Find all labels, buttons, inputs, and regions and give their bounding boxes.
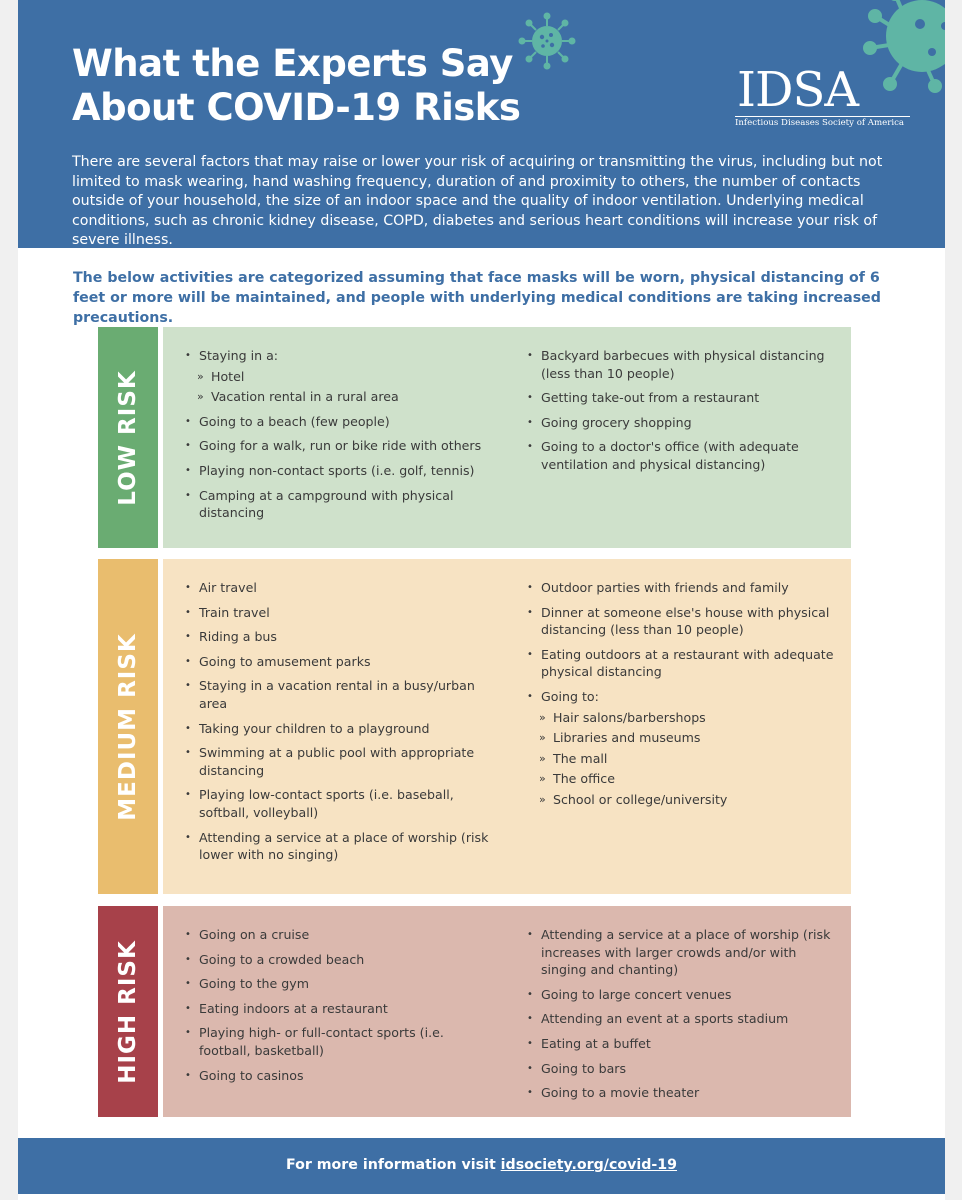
- low-risk-label: LOW RISK: [115, 369, 141, 506]
- low-risk-left-column: [183, 347, 493, 529]
- list-item: • Going to amusement parks: [183, 653, 493, 671]
- virus-icon: [518, 12, 576, 70]
- medium-risk-label: MEDIUM RISK: [115, 632, 141, 821]
- footer-link[interactable]: idsociety.org/covid-19: [500, 1157, 678, 1173]
- footer-text: [18, 1157, 945, 1173]
- medium-risk-tab: [98, 559, 158, 894]
- sub-list-item: » The mall: [525, 750, 835, 768]
- sub-list-item: » Hair salons/barbershops: [525, 709, 835, 727]
- list-item: • Staying in a:: [183, 347, 493, 365]
- footer-banner: [18, 1138, 945, 1194]
- high-risk-body: [163, 906, 851, 1117]
- list-item: • Air travel: [183, 579, 493, 597]
- idsa-logo: [735, 64, 905, 130]
- title-line-2: About COVID-19 Risks: [72, 86, 521, 129]
- intro-paragraph: There are several factors that may raise or lower your risk of acquiring or transmitting the virus, including but not limited to mask wearing, hand washing frequency, duration of and proximity to others, the number of contacts outside of your household, the size of an indoor space and the quality of indoor ventilation. Underlying medical conditions, such as chronic kidney disease, COPD, diabetes and serious heart conditions will increase your risk of severe illness.: [72, 154, 883, 248]
- list-item: • Attending an event at a sports stadium: [525, 1010, 835, 1028]
- list-item: • Going to the gym: [183, 975, 493, 993]
- list-item: • Swimming at a public pool with appropriate distancing: [183, 744, 493, 779]
- list-item: • Backyard barbecues with physical distancing (less than 10 people): [525, 347, 835, 382]
- page-title: [72, 42, 592, 130]
- medium-risk-body: [163, 559, 851, 894]
- sub-list-item: » School or college/university: [525, 791, 835, 809]
- high-risk-section: [98, 906, 851, 1117]
- list-item: • Taking your children to a playground: [183, 720, 493, 738]
- low-risk-section: [98, 327, 851, 548]
- footer-prefix: For more information visit: [285, 1157, 501, 1173]
- infographic-page: [18, 0, 945, 1200]
- list-item: • Staying in a vacation rental in a busy/urban area: [183, 677, 493, 712]
- high-risk-left-column: [183, 926, 493, 1091]
- assumptions-subheading: The below activities are categorized assuming that face masks will be worn, physical distancing of 6 feet or more will be maintained, and people with underlying medical conditions are taking increased precautions.: [73, 270, 881, 326]
- sub-list-item: » Hotel: [183, 368, 493, 386]
- list-item: • Dinner at someone else's house with physical distancing (less than 10 people): [525, 604, 835, 639]
- sub-list-item: » Vacation rental in a rural area: [183, 388, 493, 406]
- list-item: • Playing non-contact sports (i.e. golf, tennis): [183, 462, 493, 480]
- low-risk-right-column: [525, 347, 835, 481]
- list-item: • Outdoor parties with friends and family: [525, 579, 835, 597]
- title-line-1: What the Experts Say: [72, 42, 513, 85]
- medium-risk-right-column: [525, 579, 835, 812]
- list-item: • Getting take-out from a restaurant: [525, 389, 835, 407]
- header-banner: [18, 0, 945, 248]
- list-item: • Going on a cruise: [183, 926, 493, 944]
- list-item: • Eating indoors at a restaurant: [183, 1000, 493, 1018]
- low-risk-body: [163, 327, 851, 548]
- list-item: • Riding a bus: [183, 628, 493, 646]
- sub-list-item: » Libraries and museums: [525, 729, 835, 747]
- list-item: • Playing high- or full-contact sports (i.e. football, basketball): [183, 1024, 493, 1059]
- list-item: • Train travel: [183, 604, 493, 622]
- list-item: • Going to a doctor's office (with adequate ventilation and physical distancing): [525, 438, 835, 473]
- high-risk-label: HIGH RISK: [115, 939, 141, 1084]
- list-item: • Going to:: [525, 688, 835, 706]
- medium-risk-left-column: [183, 579, 493, 871]
- medium-risk-section: [98, 559, 851, 894]
- list-item: • Playing low-contact sports (i.e. baseball, softball, volleyball): [183, 786, 493, 821]
- list-item: • Attending a service at a place of worship (risk lower with no singing): [183, 829, 493, 864]
- list-item: • Going to a crowded beach: [183, 951, 493, 969]
- list-item: • Camping at a campground with physical distancing: [183, 487, 493, 522]
- logo-subtitle: Infectious Diseases Society of America: [735, 116, 910, 128]
- logo-text: IDSA: [737, 62, 858, 118]
- list-item: • Going to casinos: [183, 1067, 493, 1085]
- sub-list-item: » The office: [525, 770, 835, 788]
- list-item: • Going to large concert venues: [525, 986, 835, 1004]
- list-item: • Going to bars: [525, 1060, 835, 1078]
- list-item: • Eating outdoors at a restaurant with adequate physical distancing: [525, 646, 835, 681]
- list-item: • Eating at a buffet: [525, 1035, 835, 1053]
- list-item: • Going for a walk, run or bike ride with others: [183, 437, 493, 455]
- list-item: • Going grocery shopping: [525, 414, 835, 432]
- high-risk-right-column: [525, 926, 835, 1109]
- list-item: • Going to a beach (few people): [183, 413, 493, 431]
- list-item: • Attending a service at a place of worship (risk increases with larger crowds and/or with singing and chanting): [525, 926, 835, 979]
- high-risk-tab: [98, 906, 158, 1117]
- low-risk-tab: [98, 327, 158, 548]
- list-item: • Going to a movie theater: [525, 1084, 835, 1102]
